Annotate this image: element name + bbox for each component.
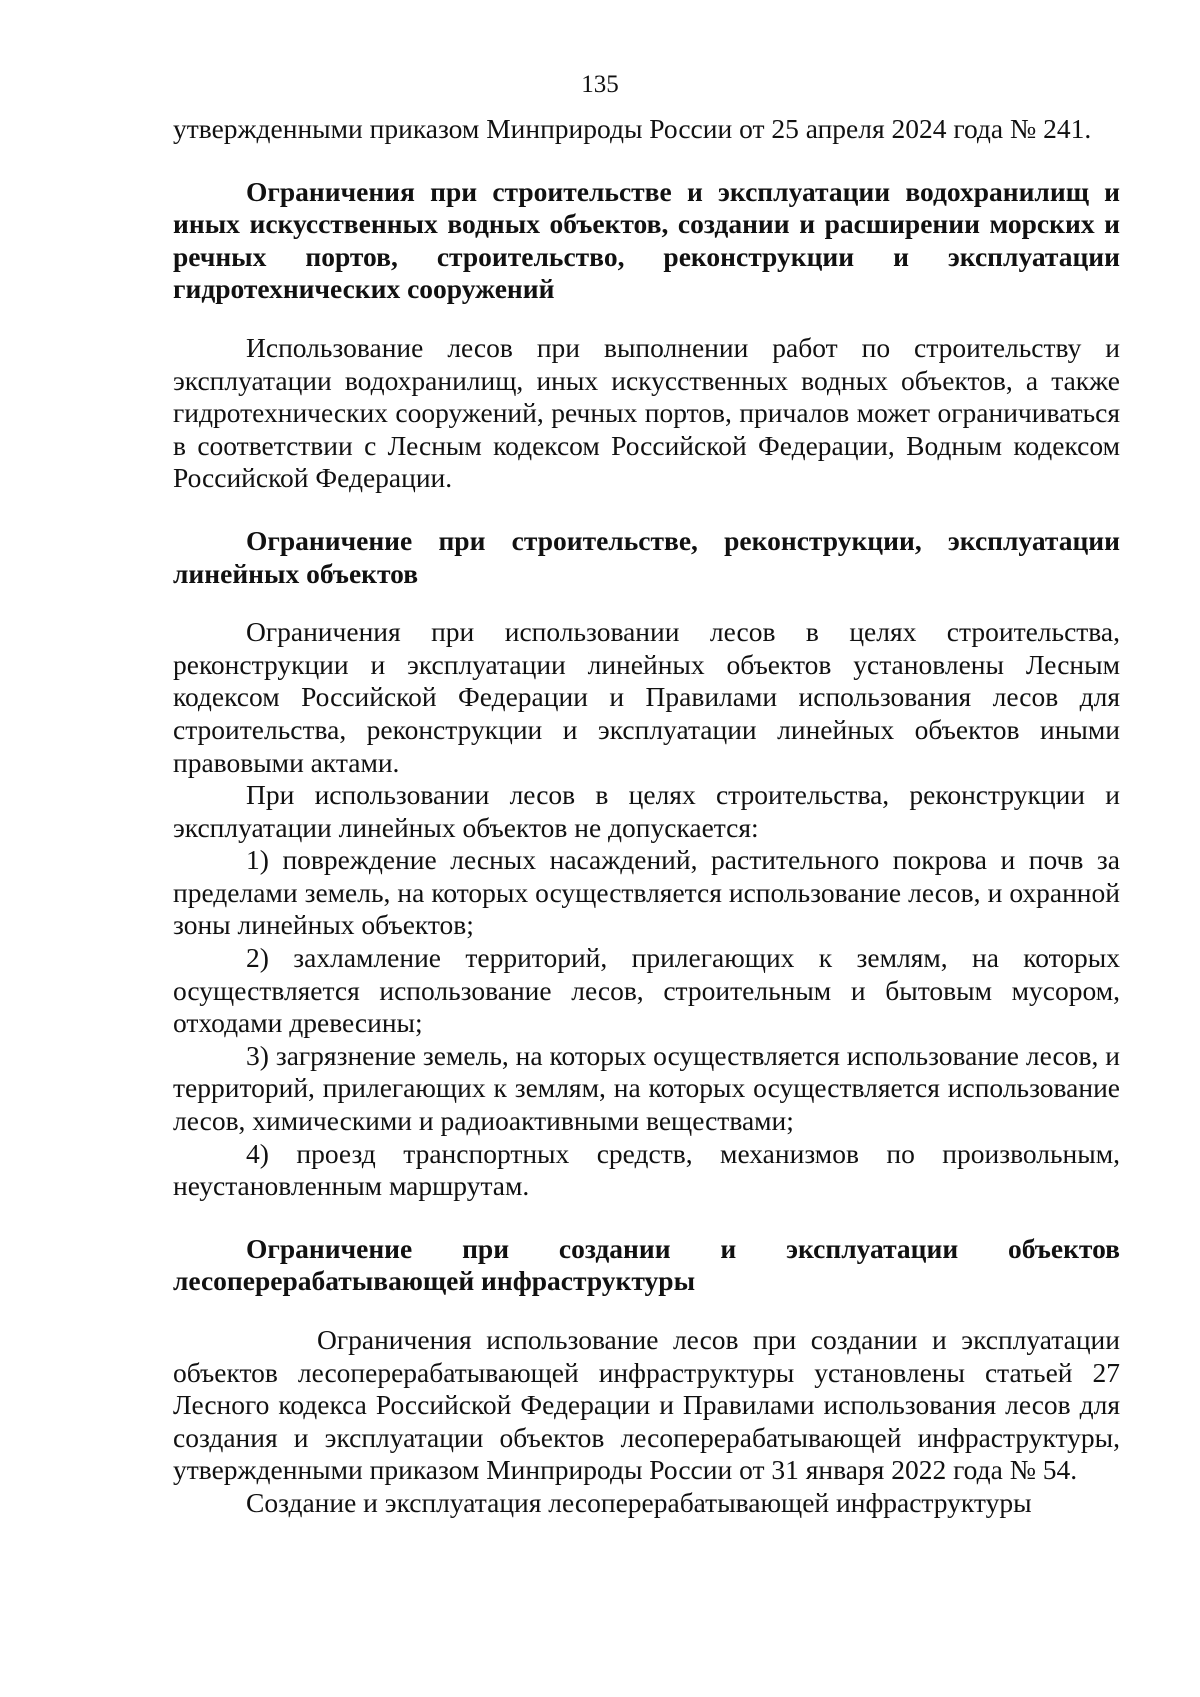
paragraph-linear-objects-prohibited: При использовании лесов в целях строительства, реконструкции и эксплуатации линейных объектов не допускается: <box>173 779 1120 843</box>
paragraph-wood-processing-creation: Создание и эксплуатация лесоперерабатывающей инфраструктуры <box>246 1486 1032 1518</box>
list-item-4: 4) проезд транспортных средств, механизмов по произвольным, неустановленным маршрутам. <box>173 1137 1120 1202</box>
page-number: 135 <box>581 71 619 98</box>
paragraph-reservoirs: Использование лесов при выполнении работ по строительству и эксплуатации водохранилищ, иных искусственных водных объектов, а также гидротехнических сооружений, речных портов, причалов может ограничиваться в соответствии с Лесным кодексом Российской Федерации, Водным кодексом Российской Федерации. <box>173 331 1120 494</box>
document-body <box>173 113 1120 1520</box>
paragraph-continuation: утвержденными приказом Минприроды России от 25 апреля 2024 года № 241. <box>173 113 1092 144</box>
section-heading-wood-processing: Ограничение при создании и эксплуатации объектов лесоперерабатывающей инфраструктуры <box>173 1232 1120 1297</box>
section-heading-linear-objects: Ограничение при строительстве, реконструкции, эксплуатации линейных объектов <box>173 524 1120 589</box>
list-item-3: 3) загрязнение земель, на которых осуществляется использование лесов, и территорий, прилегающих к землям, на которых осуществляется использование лесов, химическими и радиоактивными веществами; <box>173 1039 1120 1137</box>
paragraph-wood-processing-rules: Ограничения использование лесов при создании и эксплуатации объектов лесоперерабатывающей инфраструктуры установлены статьей 27 Лесного кодекса Российской Федерации и Правилами использования лесов для создания и эксплуатации объектов лесоперерабатывающей инфраструктуры, утвержденными приказом Минприроды России от 31 января 2022 года № 54. <box>173 1324 1120 1486</box>
list-item-1: 1) повреждение лесных насаждений, растительного покрова и почв за пределами земель, на которых осуществляется использование лесов, и охранной зоны линейных объектов; <box>173 844 1120 941</box>
paragraph-linear-objects-rules: Ограничения при использовании лесов в целях строительства, реконструкции и эксплуатации линейных объектов установлены Лесным кодексом Российской Федерации и Правилами использования лесов для строительства, реконструкции и эксплуатации линейных объектов иными правовыми актами. <box>173 616 1120 778</box>
section-heading-reservoirs: Ограничения при строительстве и эксплуатации водохранилищ и иных искусственных водных объектов, создании и расширении морских и речных портов, строительство, реконструкции и эксплуатации гидротехнических сооружений <box>173 175 1120 305</box>
list-item-2: 2) захламление территорий, прилегающих к землям, на которых осуществляется использование лесов, строительным и бытовым мусором, отходами древесины; <box>173 942 1120 1039</box>
